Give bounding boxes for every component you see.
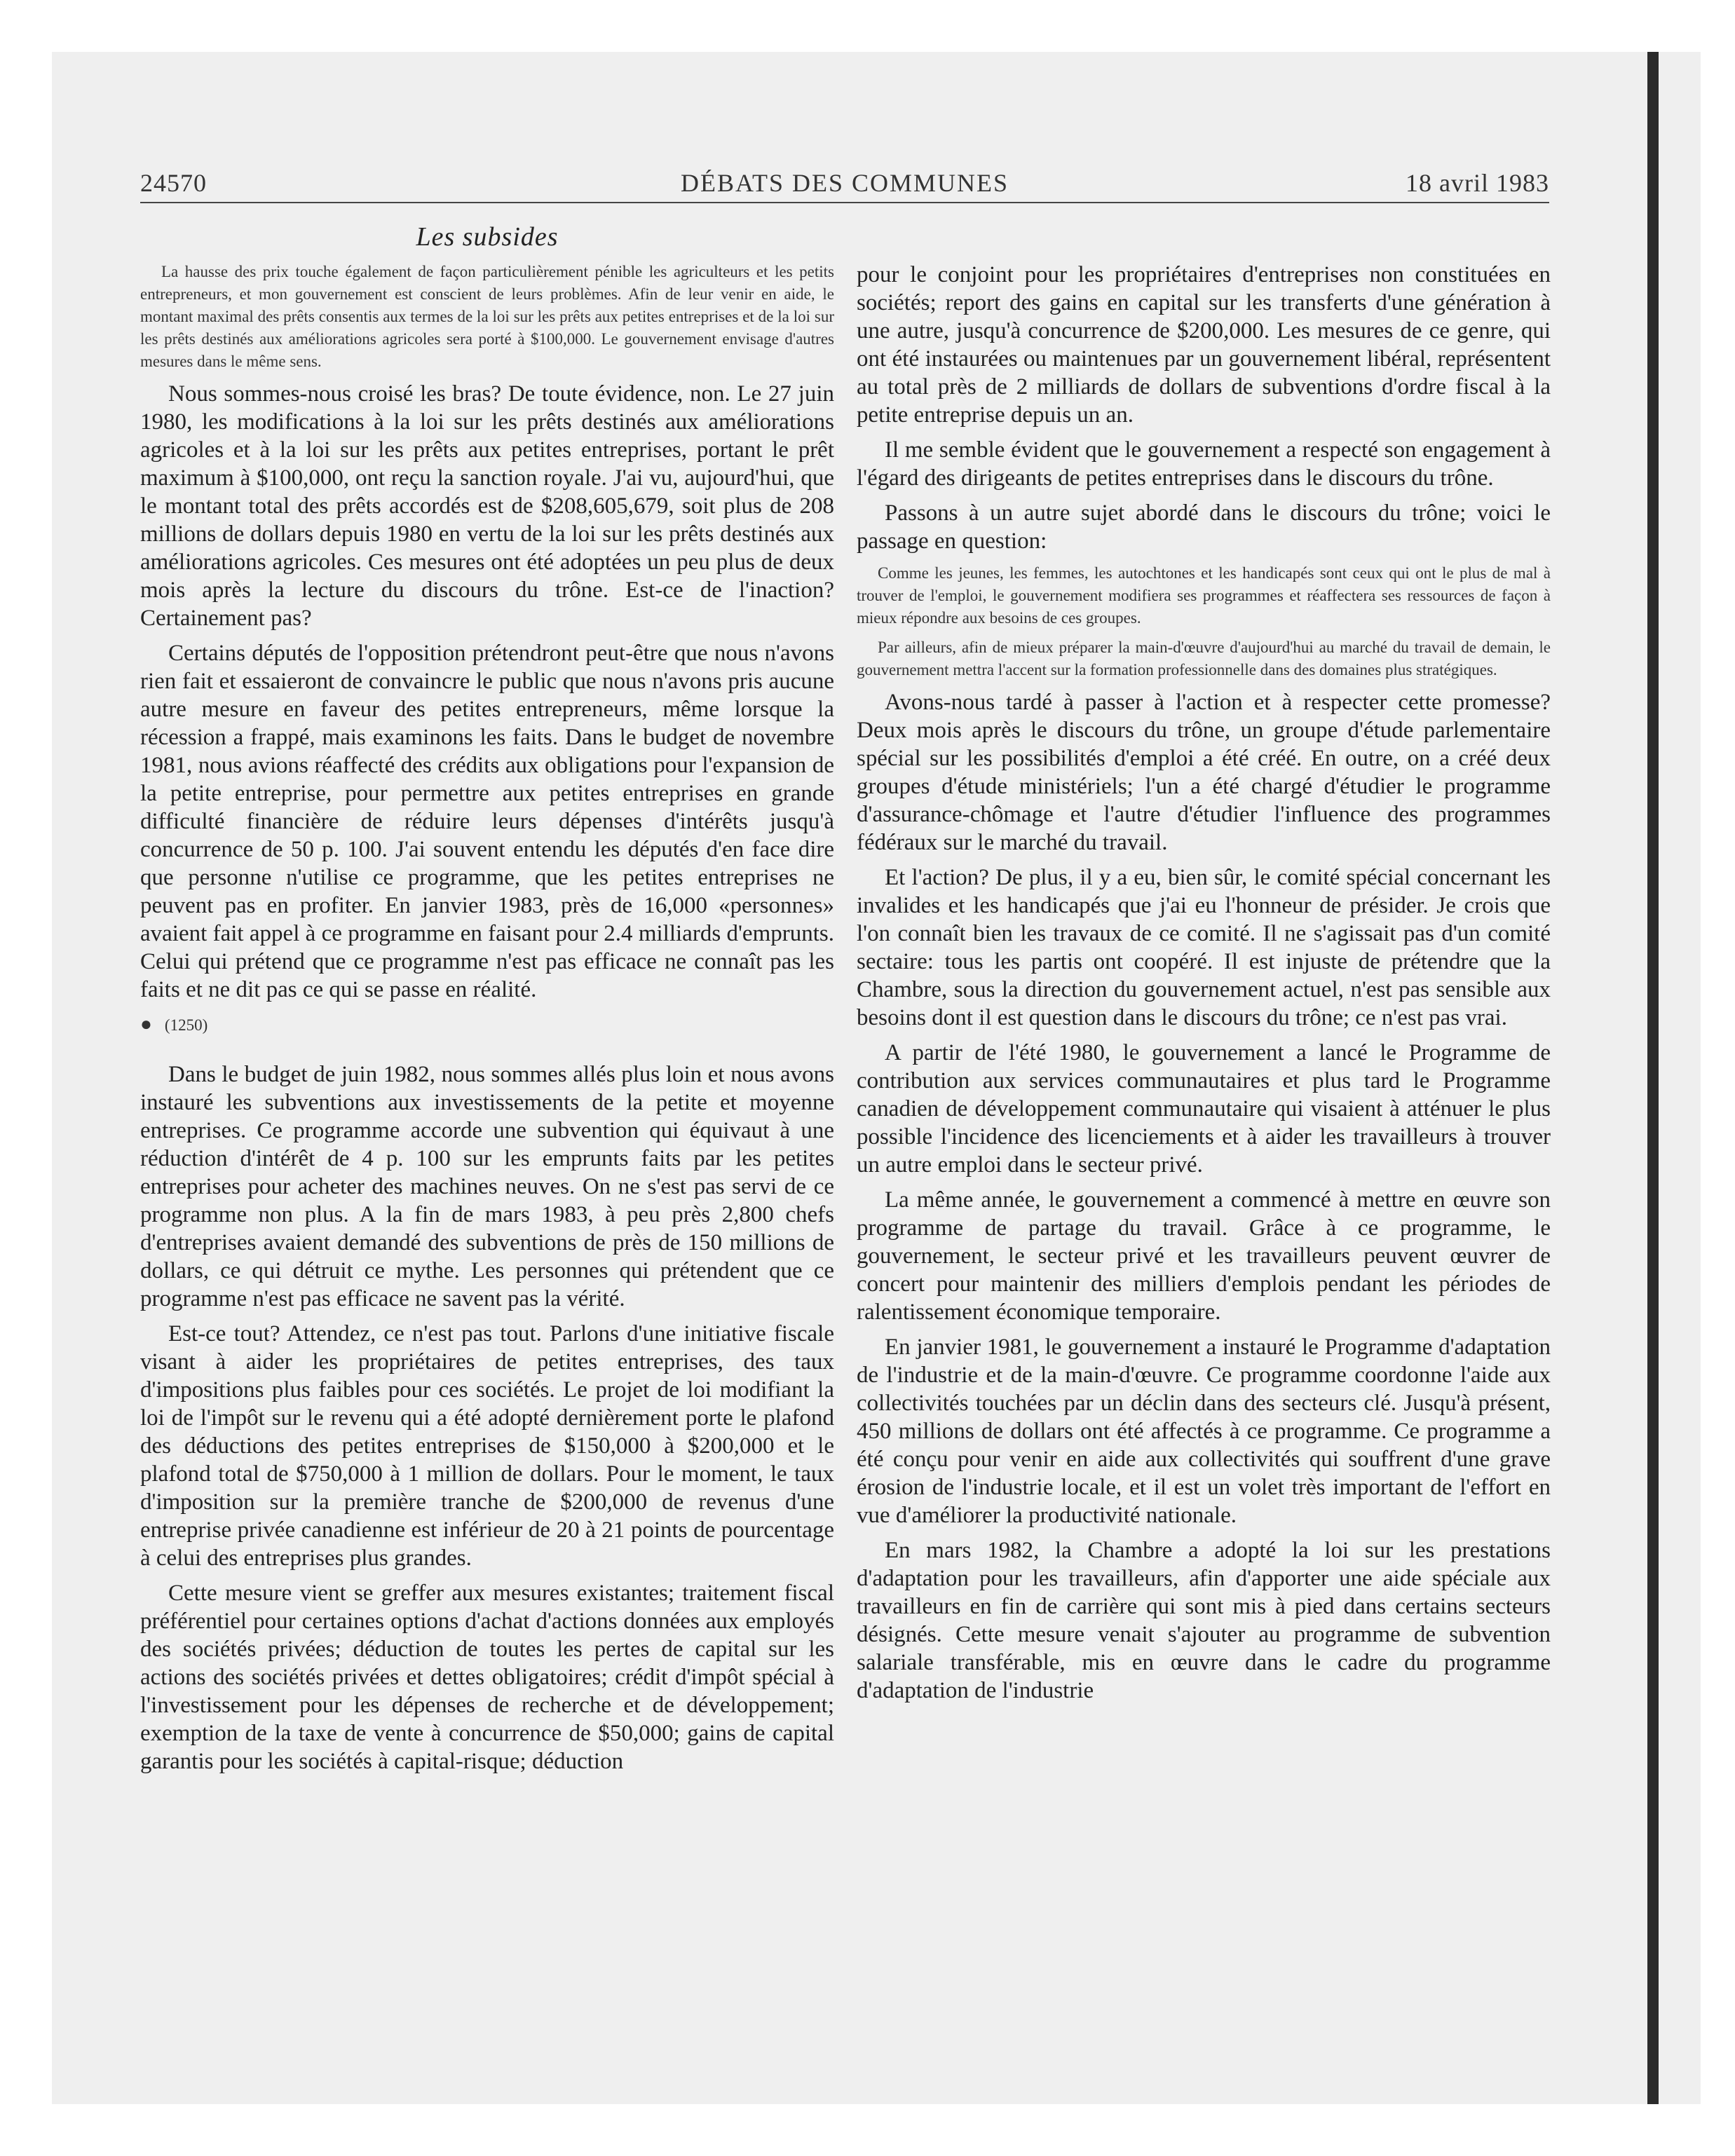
time-marker-label: (1250) [164,1016,208,1034]
page-date: 18 avril 1983 [1406,169,1549,197]
paragraph: Passons à un autre sujet abordé dans le discours du trône; voici le passage en question: [857,500,1551,554]
paragraph: Et l'action? De plus, il y a eu, bien sûr, le comité spécial concernant les invalides et les handicapés que j'ai eu l'honneur de présider. Je crois que l'on connaît bien les travaux de ce comité. Il ne s'agissait pas d'un comité sectaire: tous les partis ont coopéré. Il est injuste de prétendre que la Chambre, sous la direction du gouvernement actuel, n'est pas sensible aux besoins dont il est question dans le discours du trône; ce n'est pas vrai. [857,865,1551,1030]
paragraph: Nous sommes-nous croisé les bras? De toute évidence, non. Le 27 juin 1980, les modifications à la loi sur les prêts destinés aux améliorations agricoles et à la loi sur les prêts aux petites entreprises, portant le prêt maximum à $100,000, ont reçu la sanction royale. J'ai vu, aujourd'hui, que le montant total des prêts accordés est de $208,605,679, soit plus de 208 millions de dollars depuis 1980 en vertu de la loi sur les prêts destinés aux améliorations agricoles. Ces mesures ont été adoptées un peu plus de deux mois après la lecture du discours du trône. Est-ce de l'inaction? Certainement pas? [140,381,834,631]
publication-title: DÉBATS DES COMMUNES [680,169,1009,197]
time-marker [140,1014,834,1037]
throne-speech-quote: Par ailleurs, afin de mieux préparer la main-d'œuvre d'aujourd'hui au marché du travail de demain, le gouvernement mettra l'accent sur la formation professionnelle dans des domaines plus stratégiques. [857,639,1551,678]
paragraph: Il me semble évident que le gouvernement a respecté son engagement à l'égard des dirigeants de petites entreprises dans le discours du trône. [857,437,1551,491]
section-title: Les subsides [416,222,559,252]
paragraph: Certains députés de l'opposition prétendront peut-être que nous n'avons rien fait et essaieront de convaincre le public que nous n'avons pris aucune autre mesure en faveur des petites entrepreneurs, même lorsque la récession a frappé, mais examinons les faits. Dans le budget de novembre 1981, nous avions réaffecté des crédits aux obligations pour l'expansion de la petite entreprise, pour permettre aux petites entreprises en grande difficulté financière de réduire leurs dépenses d'intérêts jusqu'à concurrence de 50 p. 100. J'ai souvent entendu les députés d'en face dire que personne n'utilise ce programme, que les petites entreprises ne peuvent pas en profiter. En janvier 1983, près de 16,000 «personnes» avaient fait appel à ce programme en faisant pour 2.4 milliards d'emprunts. Celui qui prétend que ce programme n'est pas efficace ne connaît pas les faits et ne dit pas ce qui se passe en réalité. [140,641,834,1002]
paragraph: Est-ce tout? Attendez, ce n'est pas tout. Parlons d'une initiative fiscale visant à aider les propriétaires de petites entreprises, des taux d'impositions plus faibles pour ces sociétés. Le projet de loi modifiant la loi de l'impôt sur le revenu qui a été adopté dernièrement porte le plafond des déductions des petites entreprises de $150,000 à $200,000 et le plafond total de $750,000 à 1 million de dollars. Pour le moment, le taux d'imposition sur la première tranche de $200,000 de revenus d'une entreprise privée canadienne est inférieur de 20 à 21 points de pourcentage à celui des entreprises plus grandes. [140,1321,834,1571]
paragraph: En janvier 1981, le gouvernement a instauré le Programme d'adaptation de l'industrie et de la main-d'œuvre. Ce programme coordonne l'aide aux collectivités touchées par un déclin dans des secteurs clé. Jusqu'à présent, 450 millions de dollars ont été affectés à ce programme. Ce programme a été conçu pour venir en aide aux collectivités qui souffrent d'une grave érosion de l'industrie locale, et il est un volet très important de l'effort en vue d'améliorer la productivité nationale. [857,1335,1551,1528]
paragraph: pour le conjoint pour les propriétaires d'entreprises non constituées en sociétés; report des gains en capital sur les transferts d'une génération à une autre, jusqu'à concurrence de $200,000. Les mesures de ce genre, qui ont été instaurées ou maintenues par un gouvernement libéral, représentent au total près de 2 milliards de dollars de subventions d'ordre fiscal à la petite entreprise depuis un an. [857,262,1551,428]
paragraph: Cette mesure vient se greffer aux mesures existantes; traitement fiscal préférentiel pour certaines options d'achat d'actions données aux employés des sociétés privées; déduction de toutes les pertes de capital sur les actions des sociétés privées et dettes obligatoires; crédit d'impôt spécial à l'investissement pour les dépenses de recherche et de développement; exemption de la taxe de vente à concurrence de $50,000; gains de capital garantis pour les sociétés à capital-risque; déduction [140,1581,834,1774]
scan-edge-bar [1647,52,1659,2104]
bullet-icon: ● [140,1014,152,1035]
page-header [140,168,1549,203]
left-column [140,261,834,1782]
paragraph: Avons-nous tardé à passer à l'action et à respecter cette promesse? Deux mois après le discours du trône, un groupe d'étude parlementaire spécial sur les possibilités d'emploi a été créé. En outre, on a créé deux groupes d'étude ministériels; l'un a été chargé d'étudier le programme d'assurance-chômage et l'autre d'étudier l'influence des programmes fédéraux sur le marché du travail. [857,690,1551,855]
throne-speech-quote: Comme les jeunes, les femmes, les autochtones et les handicapés sont ceux qui ont le plus de mal à trouver de l'emploi, le gouvernement modifiera ses programmes et réaffectera ses ressources de façon à mieux répondre aux besoins de ces groupes. [857,564,1551,627]
header-rule [140,202,1549,203]
right-column [857,261,1551,1712]
paragraph: En mars 1982, la Chambre a adopté la loi sur les prestations d'adaptation pour les travailleurs, afin d'apporter une aide spéciale aux travailleurs en fin de carrière qui sont mis à pied dans certains secteurs désignés. Cette mesure venait s'ajouter au programme de subvention salariale transférable, mis en œuvre dans le cadre du programme d'adaptation de l'industrie [857,1538,1551,1703]
paragraph: Dans le budget de juin 1982, nous sommes allés plus loin et nous avons instauré les subventions aux investissements de la petite et moyenne entreprises. Ce programme accorde une subvention qui équivaut à une réduction d'intérêt de 4 p. 100 sur les emprunts faits par les petites entreprises pour acheter des machines neuves. On ne s'est pas servi de ce programme non plus. A la fin de mars 1983, à peu près 2,800 chefs d'entreprises avaient demandé des subventions de près de 150 millions de dollars, ce qui détruit ce mythe. Les personnes qui prétendent que ce programme n'est pas efficace ne savent pas la vérité. [140,1062,834,1311]
paragraph: A partir de l'été 1980, le gouvernement a lancé le Programme de contribution aux services communautaires et plus tard le Programme canadien de développement communautaire qui visaient à atténuer le plus possible l'incidence des licenciements et à aider les travailleurs à trouver un autre emploi dans le secteur privé. [857,1040,1551,1178]
paragraph: La même année, le gouvernement a commencé à mettre en œuvre son programme de partage du travail. Grâce à ce programme, le gouvernement, le secteur privé et les travailleurs peuvent œuvrer de concert pour maintenir des milliers d'emplois pendant les périodes de ralentissement économique temporaire. [857,1187,1551,1325]
page-number: 24570 [140,169,207,197]
throne-speech-quote: La hausse des prix touche également de façon particulièrement pénible les agriculteurs et les petits entrepreneurs, et mon gouvernement est conscient de leurs problèmes. Afin de leur venir en aide, le montant maximal des prêts consentis aux termes de la loi sur les prêts aux petites entreprises et de la loi sur les prêts destinés aux améliorations agricoles sera porté à $100,000. Le gouvernement envisage d'autres mesures dans le même sens. [140,263,834,370]
